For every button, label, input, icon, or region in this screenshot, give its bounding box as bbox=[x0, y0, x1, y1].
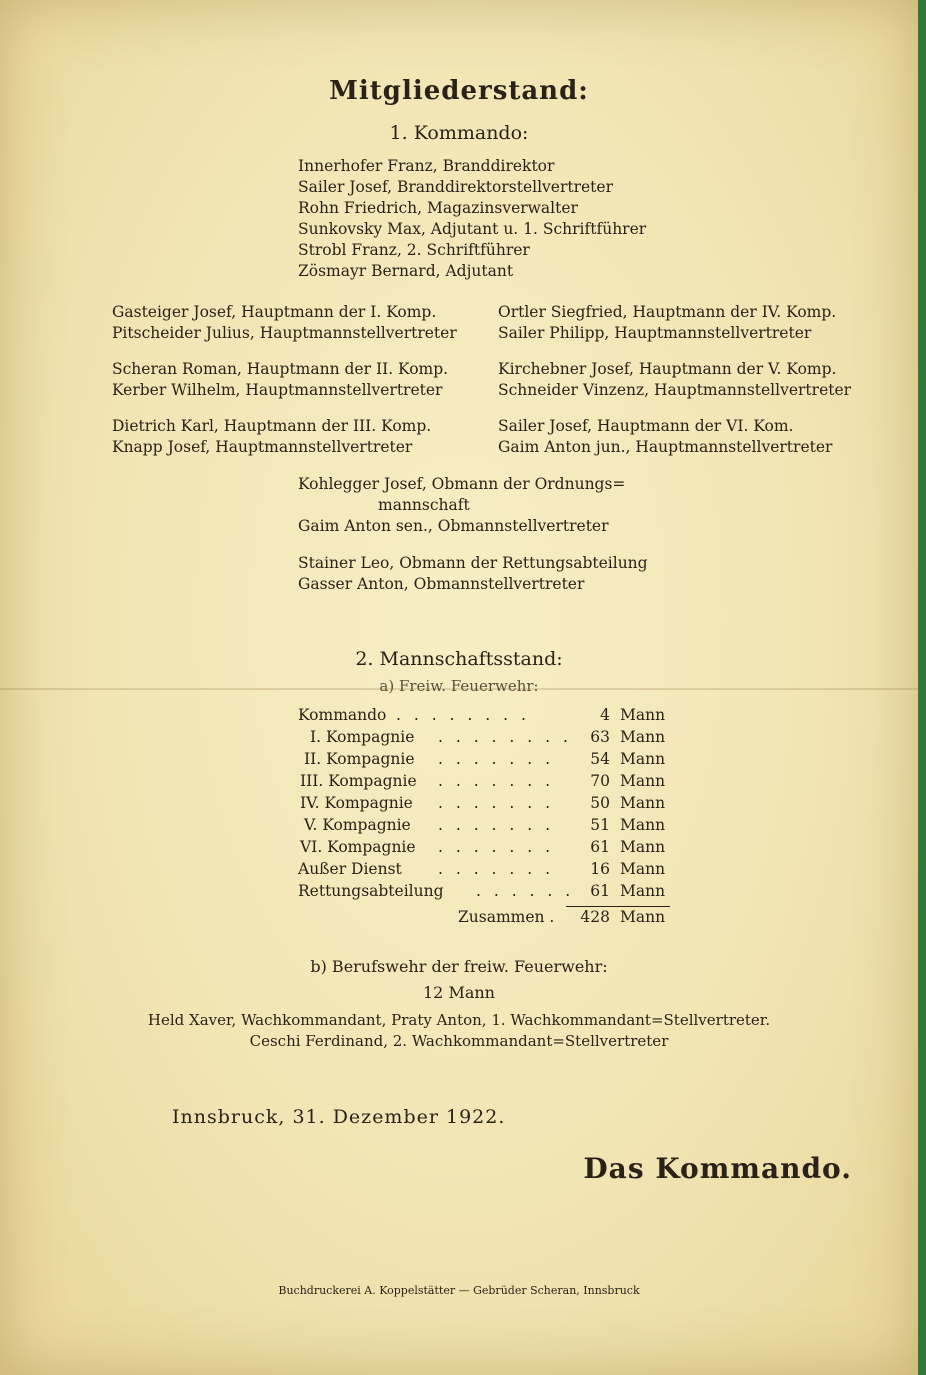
strength-label: IV. Kompagnie bbox=[300, 794, 413, 812]
strength-row bbox=[298, 882, 678, 904]
company-deputy: Sailer Philipp, Hauptmannstellvertreter bbox=[498, 324, 812, 342]
leader-dots: . . . . . . . bbox=[438, 772, 555, 790]
strength-total-row bbox=[298, 908, 678, 930]
command-member: Innerhofer Franz, Branddirektor bbox=[298, 157, 555, 175]
leader-dots: . . . . . . . bbox=[438, 860, 555, 878]
total-unit: Mann bbox=[620, 908, 666, 926]
strength-row bbox=[298, 706, 678, 728]
strength-table bbox=[298, 706, 678, 946]
strength-row bbox=[298, 794, 678, 816]
command-member: Sunkovsky Max, Adjutant u. 1. Schriftführer bbox=[298, 220, 647, 238]
strength-label: Außer Dienst bbox=[298, 860, 402, 878]
section2-subheading: a) Freiw. Feuerwehr: bbox=[379, 677, 539, 695]
strength-unit: Mann bbox=[620, 838, 666, 856]
strength-value: 61 bbox=[590, 882, 610, 900]
company-captain: Gasteiger Josef, Hauptmann der I. Komp. bbox=[112, 303, 437, 321]
company-group-6 bbox=[498, 416, 832, 458]
company-captain: Scheran Roman, Hauptmann der II. Komp. bbox=[112, 360, 449, 378]
strength-unit: Mann bbox=[620, 860, 666, 878]
company-deputy: Schneider Vinzenz, Hauptmannstellvertreter bbox=[498, 381, 852, 399]
command-member: Zösmayr Bernard, Adjutant bbox=[298, 262, 514, 280]
company-deputy: Pitscheider Julius, Hauptmannstellvertreter bbox=[112, 324, 457, 342]
strength-row bbox=[298, 750, 678, 772]
company-captain: Ortler Siegfried, Hauptmann der IV. Komp. bbox=[498, 303, 837, 321]
rettung-block bbox=[298, 553, 648, 595]
strength-row bbox=[298, 728, 678, 750]
strength-label: I. Kompagnie bbox=[310, 728, 415, 746]
total-label: Zusammen . bbox=[458, 908, 555, 926]
company-deputy: Kerber Wilhelm, Hauptmannstellvertreter bbox=[112, 381, 443, 399]
strength-label: III. Kompagnie bbox=[300, 772, 417, 790]
leader-dots: . . . . . . . bbox=[438, 750, 555, 768]
section2-heading: 2. Mannschaftsstand: bbox=[355, 648, 563, 670]
leader-dots: . . . . . . . bbox=[438, 838, 555, 856]
section1-heading: 1. Kommando: bbox=[389, 122, 529, 144]
strength-label: VI. Kompagnie bbox=[300, 838, 416, 856]
strength-value: 4 bbox=[600, 706, 610, 724]
strength-row bbox=[298, 860, 678, 882]
strength-unit: Mann bbox=[620, 750, 666, 768]
strength-unit: Mann bbox=[620, 816, 666, 834]
company-deputy: Knapp Josef, Hauptmannstellvertreter bbox=[112, 438, 413, 456]
strength-value: 70 bbox=[590, 772, 610, 790]
strength-value: 50 bbox=[590, 794, 610, 812]
rettung-leader: Stainer Leo, Obmann der Rettungsabteilung bbox=[298, 554, 648, 572]
strength-value: 51 bbox=[590, 816, 610, 834]
ordnung-block bbox=[298, 474, 625, 537]
rettung-deputy: Gasser Anton, Obmannstellvertreter bbox=[298, 575, 585, 593]
strength-row bbox=[298, 816, 678, 838]
strength-label: Rettungsabteilung bbox=[298, 882, 444, 900]
strength-value: 16 bbox=[590, 860, 610, 878]
command-member: Sailer Josef, Branddirektorstellvertreter bbox=[298, 178, 613, 196]
company-group-5 bbox=[498, 359, 851, 401]
strength-unit: Mann bbox=[620, 772, 666, 790]
company-captain: Sailer Josef, Hauptmann der VI. Kom. bbox=[498, 417, 794, 435]
berufswehr-heading: b) Berufswehr der freiw. Feuerwehr: bbox=[310, 957, 608, 976]
company-group-1 bbox=[112, 302, 457, 344]
strength-row bbox=[298, 838, 678, 860]
leader-dots: . . . . . . bbox=[476, 882, 575, 900]
sum-rule bbox=[566, 906, 670, 907]
ordnung-leader: Kohlegger Josef, Obmann der Ordnungs= bbox=[298, 475, 626, 493]
company-group-3 bbox=[112, 416, 431, 458]
company-group-4 bbox=[498, 302, 836, 344]
command-list bbox=[298, 156, 646, 282]
total-value: 428 bbox=[580, 908, 610, 926]
page-title: Mitgliederstand: bbox=[329, 76, 589, 106]
signature: Das Kommando. bbox=[583, 1152, 852, 1185]
berufswehr-line: Ceschi Ferdinand, 2. Wachkommandant=Stellvertreter bbox=[249, 1032, 669, 1050]
company-deputy: Gaim Anton jun., Hauptmannstellvertreter bbox=[498, 438, 833, 456]
company-group-2 bbox=[112, 359, 448, 401]
leader-dots: . . . . . . . bbox=[438, 816, 555, 834]
leader-dots: . . . . . . . bbox=[438, 794, 555, 812]
strength-row bbox=[298, 772, 678, 794]
company-captain: Kirchebner Josef, Hauptmann der V. Komp. bbox=[498, 360, 837, 378]
command-member: Strobl Franz, 2. Schriftführer bbox=[298, 241, 530, 259]
strength-label: Kommando bbox=[298, 706, 387, 724]
strength-label: V. Kompagnie bbox=[304, 816, 411, 834]
strength-value: 63 bbox=[590, 728, 610, 746]
strength-unit: Mann bbox=[620, 794, 666, 812]
printer-imprint: Buchdruckerei A. Koppelstätter — Gebrüder Scheran, Innsbruck bbox=[278, 1284, 640, 1297]
berufswehr-count: 12 Mann bbox=[423, 983, 495, 1002]
place-date: Innsbruck, 31. Dezember 1922. bbox=[172, 1106, 506, 1128]
strength-unit: Mann bbox=[620, 882, 666, 900]
ordnung-leader-continued: mannschaft bbox=[378, 496, 470, 514]
strength-unit: Mann bbox=[620, 706, 666, 724]
berufswehr-line: Held Xaver, Wachkommandant, Praty Anton, 1. Wachkommandant=Stellvertreter. bbox=[147, 1011, 771, 1029]
strength-value: 61 bbox=[590, 838, 610, 856]
leader-dots: . . . . . . . . bbox=[396, 706, 530, 724]
leader-dots: . . . . . . . . bbox=[438, 728, 572, 746]
command-member: Rohn Friedrich, Magazinsverwalter bbox=[298, 199, 578, 217]
ordnung-deputy: Gaim Anton sen., Obmannstellvertreter bbox=[298, 517, 609, 535]
strength-unit: Mann bbox=[620, 728, 666, 746]
strength-value: 54 bbox=[590, 750, 610, 768]
company-captain: Dietrich Karl, Hauptmann der III. Komp. bbox=[112, 417, 432, 435]
strength-label: II. Kompagnie bbox=[304, 750, 415, 768]
